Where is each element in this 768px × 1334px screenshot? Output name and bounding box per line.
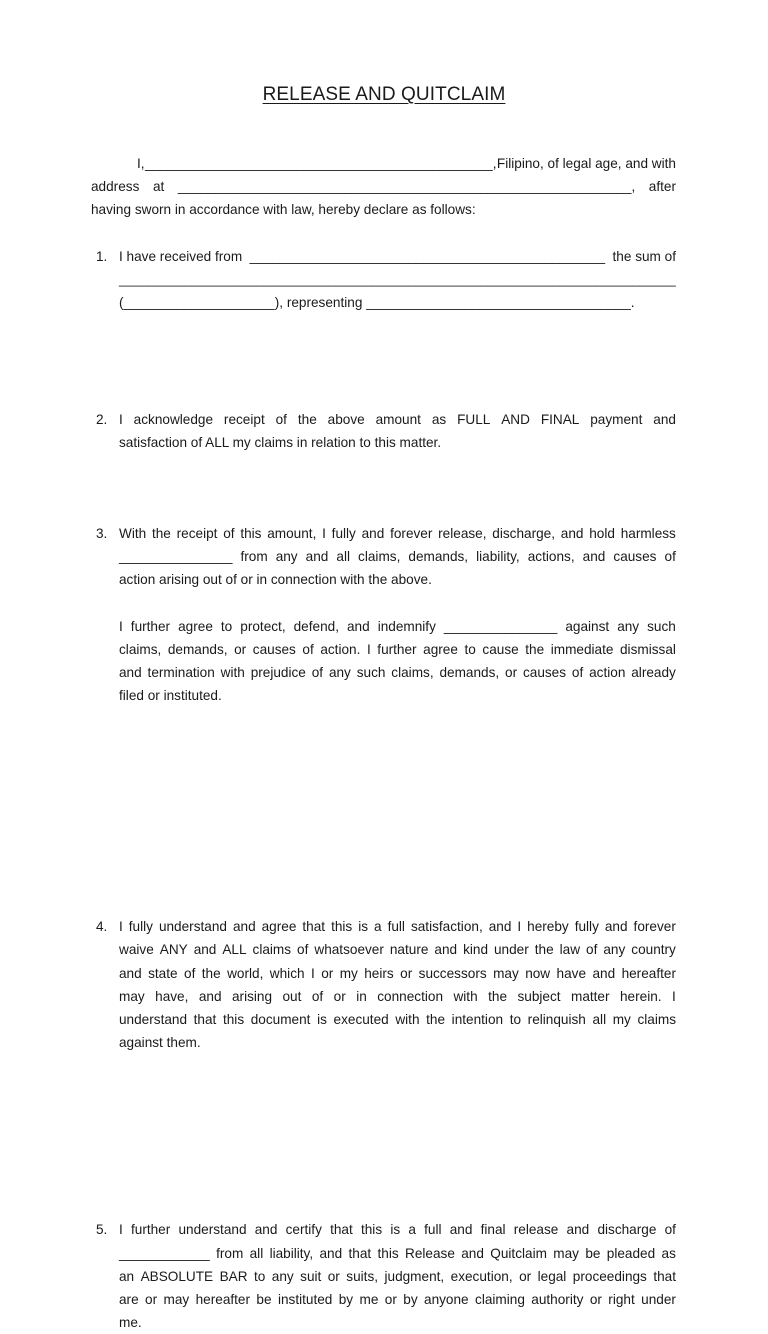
clause-line: satisfaction of ALL my claims in relation to this matter. — [119, 434, 442, 450]
clause-5 — [91, 1218, 676, 1334]
amount-figures-blank[interactable]: (____________________), — [119, 295, 284, 311]
name-blank[interactable]: ______________________________________________, — [144, 156, 497, 171]
clause-line: _______________ from any and all claims, demands, liability, actions, and causes of — [119, 549, 676, 565]
clause-line: With the receipt of this amount, I fully and forever release, discharge, and hold harmless — [119, 525, 676, 541]
clause-number: 3. — [96, 525, 108, 541]
clause-4 — [91, 915, 676, 1054]
clause-line: are or may hereafter be instituted by me or by anyone claiming authority or right under — [119, 1291, 676, 1307]
clause-line: filed or instituted. — [119, 688, 222, 704]
clause-line: waive ANY and ALL claims of whatsoever nature and kind under the law of any country — [119, 942, 676, 958]
clause-line: I fully understand and agree that this is a full satisfaction, and I hereby fully and forever — [119, 919, 676, 935]
payer-blank[interactable]: _______________________________________________ — [249, 249, 606, 264]
clause-number: 5. — [96, 1222, 108, 1238]
clause-line: claims, demands, or causes of action. I further agree to cause the immediate dismissal — [119, 641, 676, 657]
clause-number: 2. — [96, 411, 108, 427]
clause-line: I acknowledge receipt of the above amount as FULL AND FINAL payment and — [119, 411, 676, 427]
clause-line: I further agree to protect, defend, and indemnify _______________ against any such — [119, 618, 676, 634]
clause-line: an ABSOLUTE BAR to any suit or suits, judgment, execution, or legal proceedings that — [119, 1268, 676, 1284]
amount-words-blank[interactable]: _____________________________________________________________________________ — [119, 272, 676, 288]
clause-line: action arising out of or in connection with the above. — [119, 572, 432, 588]
intro-line: having sworn in accordance with law, hereby declare as follows: — [91, 202, 476, 218]
clause-line: I have received from _______________________________________________ the sum of — [91, 245, 676, 268]
clause-number: 1. — [96, 249, 108, 264]
clause-line: I further understand and certify that this is a full and final release and discharge of — [119, 1222, 676, 1238]
clause-2 — [91, 408, 676, 454]
clause-line: (____________________), representing ___________________________________. — [119, 295, 635, 311]
document-title: RELEASE AND QUITCLAIM — [262, 84, 506, 105]
clause-number: 4. — [96, 919, 108, 935]
representing-blank[interactable]: ___________________________________. — [366, 295, 635, 311]
intro-line: I, ______________________________________________, Filipino, of legal age, and with — [91, 152, 676, 175]
address-blank[interactable]: ____________________________________________________________, — [177, 179, 636, 195]
clause-line: may have, and arising out of or in connection with the subject matter herein. I — [119, 988, 676, 1004]
clause-line: me. — [119, 1315, 142, 1331]
clause-line: and state of the world, which I or my heirs or successors may now have and hereafter — [119, 965, 676, 981]
intro-paragraph — [91, 152, 676, 222]
clause-line: and termination with prejudice of any such claims, demands, or causes of action already — [119, 664, 676, 680]
intro-line: address at ____________________________________________________________, after — [91, 175, 676, 198]
clause-3 — [91, 522, 676, 707]
clause-1 — [91, 245, 676, 315]
clause-line: ____________ from all liability, and that this Release and Quitclaim may be pleaded as — [119, 1245, 676, 1261]
clause-line: against them. — [119, 1035, 201, 1051]
clause-line: understand that this document is executed with the intention to relinquish all my claims — [119, 1012, 676, 1027]
